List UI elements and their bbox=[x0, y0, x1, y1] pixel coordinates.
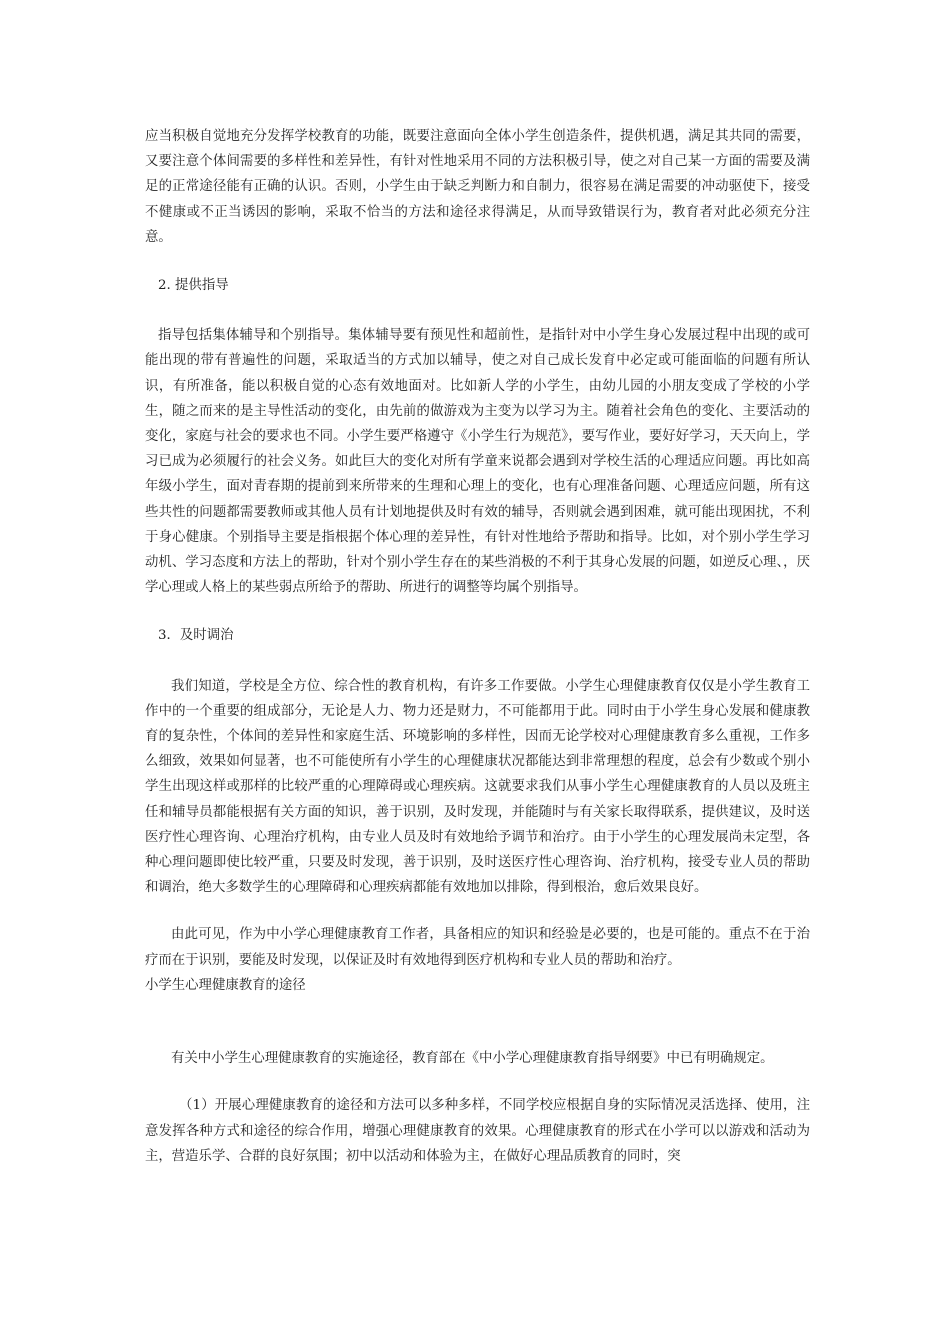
paragraph-item-1: （1）开展心理健康教育的途径和方法可以多种多样，不同学校应根据自身的实际情况灵活选择、使用，注意发挥各种方式和途径的综合作用，增强心理健康教育的效果。心理健康教育的形式在小学可以以游戏和活动为主，营造乐学、合群的良好氛围；初中以活动和体验为主，在做好心理品质教育的同时，突 bbox=[145, 1098, 810, 1164]
paragraph-pathway: 有关中小学生心理健康教育的实施途径，教育部在《中小学心理健康教育指导纲要》中已有明确规定。 bbox=[171, 1051, 774, 1067]
section-title-pathways: 小学生心理健康教育的途径 bbox=[145, 977, 306, 993]
paragraph-intro: 应当积极自觉地充分发挥学校教育的功能，既要注意面向全体小学生创造条件，提供机遇，满足其共同的需要，又要注意个体间需要的多样性和差异性，有针对性地采用不同的方法积极引导，使之对自己某一方面的需要及满足的正常途径能有正确的认识。否则，小学生由于缺乏判断力和自制力，很容易在满足需要的冲动驱使下，接受不健康或不正当诱因的影响，采取不恰当的方法和途径求得满足，从而导致错误行为，教育者对此必须充分注意。 bbox=[145, 129, 810, 245]
document-body bbox=[145, 124, 810, 1169]
spacer bbox=[145, 649, 810, 674]
spacer bbox=[145, 600, 810, 623]
heading-provide-guidance: 2. 提供指导 bbox=[158, 278, 229, 294]
spacer bbox=[145, 1071, 810, 1093]
paragraph-conclusion: 由此可见，作为中小学心理健康教育工作者，具备相应的知识和经验是必要的，也是可能的。重点不在于治疗而在于识别，要能及时发现，以保证及时有效地得到医疗机构和专业人员的帮助和治疗。 bbox=[145, 927, 810, 968]
paragraph-guidance: 指导包括集体辅导和个别指导。集体辅导要有预见性和超前性，是指针对中小学生身心发展过程中出现的或可能出现的带有普遍性的问题，采取适当的方式加以辅导，使之对自己成长发育中必定或可能面临的问题有所认识，有所准备，能以积极自觉的心态有效地面对。比如新人学的小学生，由幼儿园的小朋友变成了学校的小学生，随之而来的是主导性活动的变化，由先前的做游戏为主变为以学习为主。随着社会角色的变化、主要活动的变化，家庭与社会的要求也不同。小学生要严格遵守《小学生行为规范》，要写作业，要好好学习，天天向上，学习已成为必须履行的社会义务。如此巨大的变化对所有学童来说都会遇到对学校生活的心理适应问题。再比如高年级小学生，面对青春期的提前到来所带来的生理和心理上的变化，也有心理准备问题、心理适应问题，所有这些共性的问题都需要教师或其他人员有计划地提供及时有效的辅导，否则就会遇到困难，就可能出现困扰，不利于身心健康。个别指导主要是指根据个体心理的差异性，有针对性地给予帮助和指导。比如，对个别小学生学习动机、学习态度和方法上的帮助，针对个别小学生存在的某些消极的不利于其身心发展的问题，如逆反心理、，厌学心理或人格上的某些弱点所给予的帮助、所进行的调整等均属个别指导。 bbox=[145, 328, 810, 596]
paragraph-treatment: 我们知道，学校是全方位、综合性的教育机构，有许多工作要做。小学生心理健康教育仅仅是小学生教育工作中的一个重要的组成部分，无论是人力、物力还是财力，不可能都用于此。同时由于小学生身心发展和健康教育的复杂性，个体间的差异性和家庭生活、环境影响的多样性，因而无论学校对心理健康教育多么重视，工作多么细致，效果如何显著，也不可能使所有小学生的心理健康状况都能达到非常理想的程度，总会有少数或个别小学生出现这样或那样的比较严重的心理障碍或心理疾病。这就要求我们从事小学生心理健康教育的人员以及班主任和辅导员都能根据有关方面的知识，善于识别，及时发现，并能随时与有关家长取得联系，提供建议，及时送医疗性心理咨询、心理治疗机构，由专业人员及时有效地给予调节和治疗。由于小学生的心理发展尚未定型，各种心理问题即使比较严重，只要及时发现，善于识别，及时送医疗性心理咨询、治疗机构，接受专业人员的帮助和调治，绝大多数学生的心理障碍和心理疾病都能有效地加以排除，得到根治，愈后效果良好。 bbox=[145, 678, 810, 896]
spacer bbox=[145, 250, 810, 273]
spacer bbox=[145, 900, 810, 922]
heading-timely-treatment: 3．及时调治 bbox=[158, 628, 234, 644]
spacer bbox=[145, 298, 810, 323]
spacer bbox=[145, 998, 810, 1046]
